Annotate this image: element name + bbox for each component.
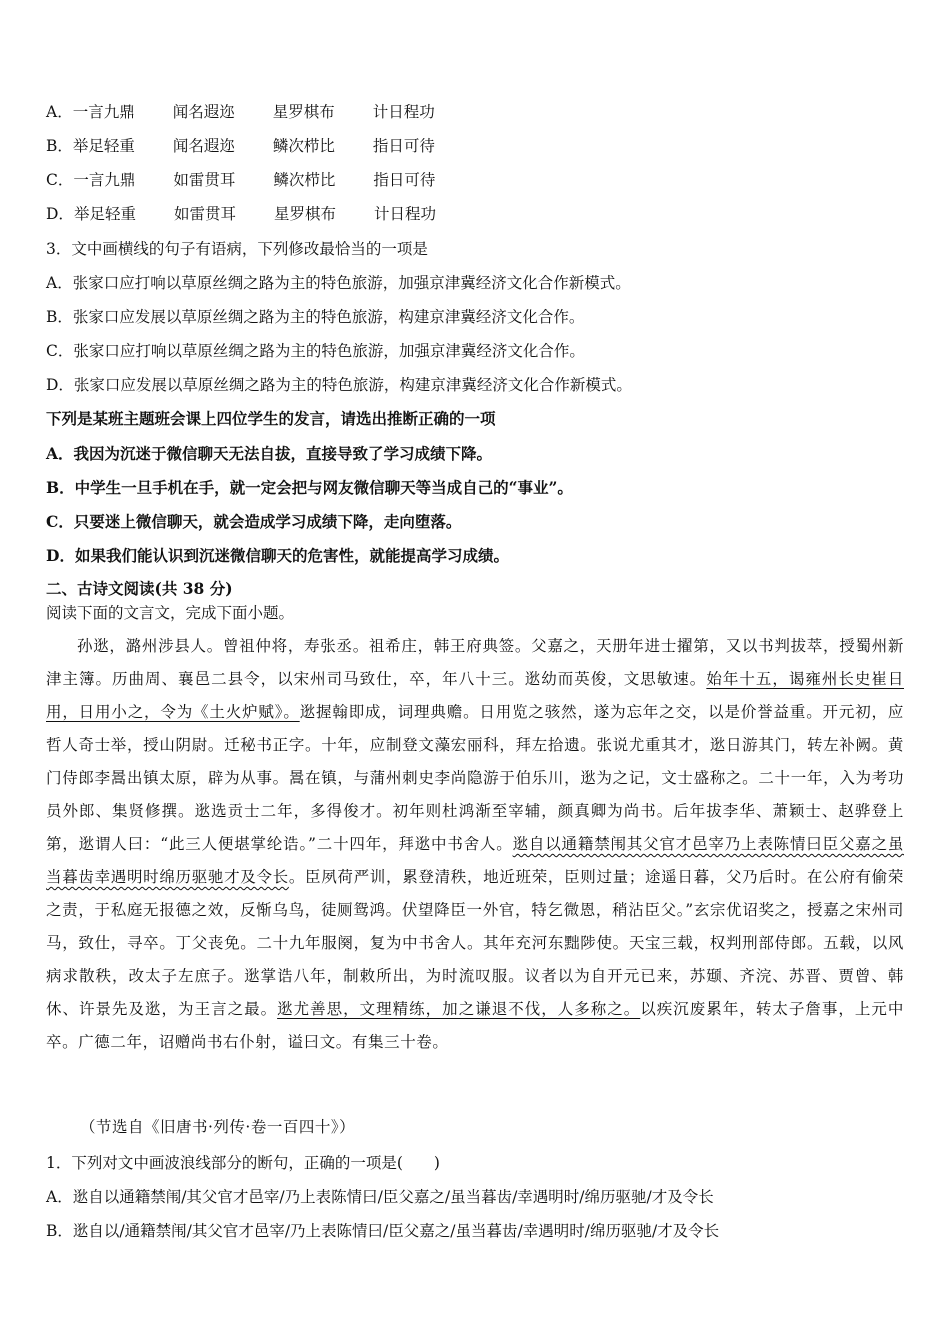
underlined-sentence-1: 始年十五，谒雍州长史崔日用，日用小之，令为《土火炉赋》。 [46, 670, 904, 721]
q1-option-b: B．逖自以/通籍禁闱/其父官才邑宰/乃上表陈情曰/臣父嘉之/虽当暮齿/幸遇明时/绵历驱驰/才及令长 [46, 1222, 720, 1240]
section-heading: 二、古诗文阅读(共 38 分) [46, 579, 233, 598]
section-instruction: 阅读下面的文言文，完成下面小题。 [46, 604, 295, 622]
passage-text: 以疾沉废累年，转太子詹事，上元中卒。广德二年，诏赠尚书右仆射，谥曰文。有集三十卷。 [46, 1000, 904, 1051]
q2-option-d [46, 203, 916, 225]
classical-passage [46, 630, 904, 1059]
q2-option-c [46, 169, 916, 191]
option-label: B． [46, 137, 73, 155]
passage-source: （节选自《旧唐书·列传·卷一百四十》） [80, 1118, 356, 1136]
q4-option-a: A．我因为沉迷于微信聊天无法自拔，直接导致了学习成绩下降。 [46, 444, 493, 463]
option-word: 一言九鼎 [73, 171, 136, 189]
option-word: 如雷贯耳 [173, 171, 236, 189]
option-label: A． [46, 103, 73, 121]
q3-option-a: A．张家口应打响以草原丝绸之路为主的特色旅游，加强京津冀经济文化合作新模式。 [46, 274, 631, 292]
option-label: C． [46, 171, 74, 189]
wavy-underlined-sentence: 逖自以通籍禁闱其父官才邑宰乃上表陈情曰臣父嘉之虽当暮齿幸遇明时绵历驱驰才及令长 [46, 835, 904, 886]
option-word: 举足轻重 [72, 137, 135, 155]
option-word: 鳞次栉比 [273, 171, 336, 189]
option-word: 星罗棋布 [272, 103, 335, 121]
underlined-sentence-2: 逖尤善思，文理精练，加之谦退不伐，人多称之。 [277, 1000, 641, 1018]
option-word: 如雷贯耳 [173, 205, 236, 223]
option-label: D． [46, 205, 74, 223]
option-word: 一言九鼎 [72, 103, 135, 121]
q3-option-b: B．张家口应发展以草原丝绸之路为主的特色旅游，构建京津冀经济文化合作。 [46, 308, 585, 326]
q1-option-a: A．逖自以通籍禁闱/其父官才邑宰/乃上表陈情曰/臣父嘉之/虽当暮齿/幸遇明时/绵历驱驰/才及令长 [46, 1188, 714, 1206]
q4-stem: 下列是某班主题班会课上四位学生的发言，请选出推断正确的一项 [46, 409, 496, 428]
option-word: 闻名遐迩 [172, 103, 235, 121]
option-word: 指日可待 [372, 137, 435, 155]
option-word: 计日程功 [372, 103, 435, 121]
q4-option-c: C．只要迷上微信聊天，就会造成学习成绩下降，走向堕落。 [46, 512, 462, 531]
option-word: 指日可待 [373, 171, 436, 189]
q1-stem: 1．下列对文中画波浪线部分的断句，正确的一项是( ) [46, 1154, 440, 1172]
q2-option-a [46, 101, 916, 123]
q2-option-b [46, 135, 916, 157]
q3-option-c: C．张家口应打响以草原丝绸之路为主的特色旅游，加强京津冀经济文化合作。 [46, 342, 585, 360]
q4-option-d: D．如果我们能认识到沉迷微信聊天的危害性，就能提高学习成绩。 [46, 546, 509, 565]
q4-option-b: B．中学生一旦手机在手，就一定会把与网友微信聊天等当成自己的“事业”。 [46, 478, 573, 497]
option-word: 星罗棋布 [273, 205, 336, 223]
option-word: 计日程功 [373, 205, 436, 223]
option-word: 举足轻重 [73, 205, 136, 223]
passage-text: 孙逖，潞州涉县人。曾祖仲将，寿张丞。祖希庄，韩王府典签。父嘉之，天册年进士擢第，又以书判拔萃，授蜀州新津主簿。历曲周、襄邑二县令，以宋州司马致仕，卒，年八十三。逖幼而英俊，文思敏速。 [46, 637, 904, 688]
option-word: 鳞次栉比 [272, 137, 335, 155]
option-word: 闻名遐迩 [172, 137, 235, 155]
passage-text: 逖握翰即成，词理典赡。日用览之骇然，遂为忘年之交，以是价誉益重。开元初，应哲人奇士举，授山阴尉。迁秘书正字。十年，应制登文藻宏丽科，拜左拾遗。张说尤重其才，逖日游其门，转左补阙。黄门侍郎李暠出镇太原，辟为从事。暠在镇，与蒲州刺史李尚隐游于伯乐川，逖为之记，文士盛称之。二十一年，入为考功员外郎、集贤修撰。逖选贡士二年，多得俊才。初年则杜鸿渐至宰辅，颜真卿为尚书。后年拔李华、萧颖士、赵骅登上第，逖谓人曰：“此三人便堪掌纶诰。”二十四年，拜逖中书舍人。 [46, 703, 905, 853]
passage-text: 。臣夙荷严训，累登清秩，地近班荣，臣则过量；途遥日暮，父乃后时。在公府有偷荣之责，于私庭无报德之效，反惭乌鸟，徒厕鸳鸿。伏望降臣一外官，特乞微恩，稍沾臣父。”玄宗优诏奖之，授嘉之宋州司马，致仕，寻卒。丁父丧免。二十九年服阕，复为中书舍人。其年充河东黜陟使。天宝三载，权判刑部侍郎。五载，以风病求散秩，改太子左庶子。逖掌诰八年，制敕所出，为时流叹服。议者以为自开元已来，苏颋、齐浣、苏晋、贾曾、韩休、许景先及逖，为王言之最。 [46, 868, 904, 1018]
q3-option-d: D．张家口应发展以草原丝绸之路为主的特色旅游，构建京津冀经济文化合作新模式。 [46, 376, 632, 394]
q3-stem: 3．文中画横线的句子有语病，下列修改最恰当的一项是 [46, 240, 428, 258]
